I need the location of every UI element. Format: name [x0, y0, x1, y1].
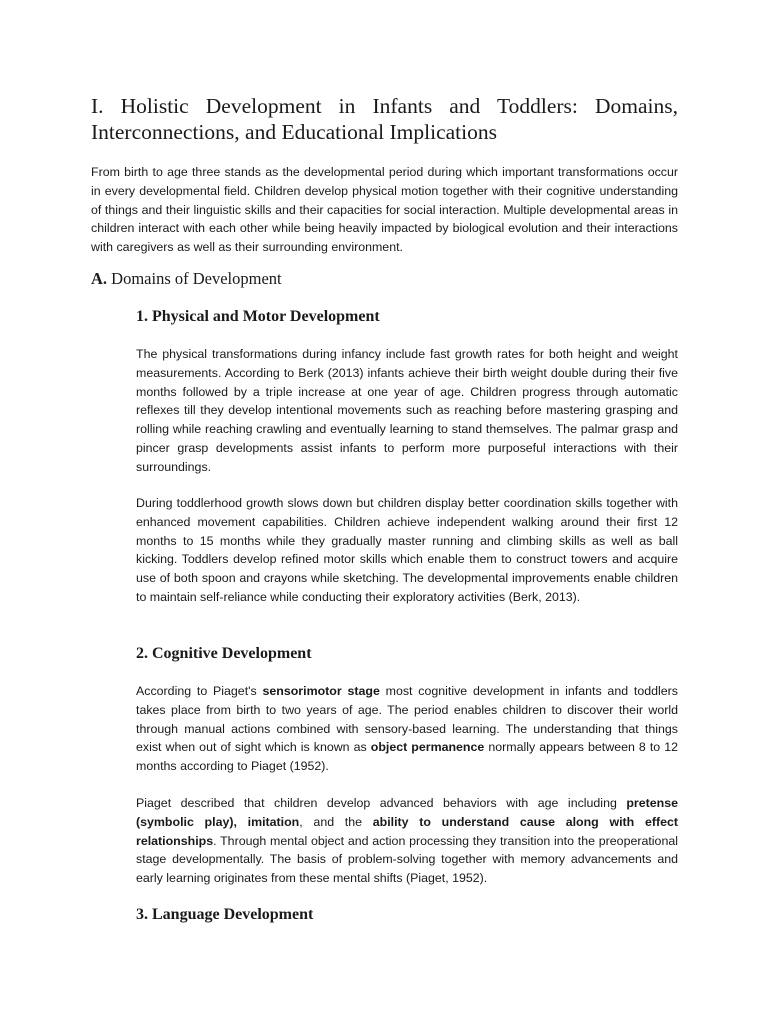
- section-a-heading: [91, 269, 282, 289]
- physical-paragraph-2: During toddlerhood growth slows down but children display better coordination skills together with enhanced movement capabilities. Children achieve independent walking around their first 12 months to 15 months while they gradually master running and climbing skills as well as ball kicking. Toddlers develop refined motor skills which enable them to construct towers and acquire use of both spoon and crayons while sketching. The developmental improvements enable children to maintain self-reliance while conducting their exploratory activities (Berk, 2013).: [136, 496, 678, 604]
- section-a-letter: A.: [91, 269, 108, 288]
- term-cause-effect: ability to understand cause along with effect relationships: [136, 814, 678, 848]
- physical-paragraph-1: The physical transformations during infancy include fast growth rates for both height and weight measurements. According to Berk (2013) infants achieve their birth weight double during their five months followed by a triple increase at one year of age. Children progress through automatic reflexes till they develop intentional movements such as reaching before mastering grasping and rolling while reaching crawling and eventually learning to stand themselves. The palmar grasp and pincer grasp developments assist infants to perform more purposeful interactions with their surroundings.: [136, 347, 678, 474]
- section-a-title: Domains of Development: [111, 269, 282, 288]
- cognitive-paragraph-2: Piaget described that children develop advanced behaviors with age including pretense (symbolic play), imitation, and the ability to understand cause along with effect relationships. Through mental object and action processing they transition into the preoperational stage developmentally. The basis of problem-solving together with memory advancements and early learning originates from these mental shifts (Piaget, 1952).: [136, 796, 678, 886]
- cognitive-heading: 2. Cognitive Development: [136, 645, 312, 662]
- term-sensorimotor-stage: sensorimotor stage: [262, 684, 380, 698]
- intro-paragraph: From birth to age three stands as the developmental period during which important transformations occur in every developmental field. Children develop physical motion together with their cognitive understanding of things and their linguistic skills and their capacities for social interaction. Multiple developmental areas in children interact with each other while being heavily impacted by biological evolution and their interactions with caregivers as well as their surrounding environment.: [91, 165, 678, 255]
- term-object-permanence: object permanence: [370, 740, 485, 755]
- cognitive-paragraph-1: According to Piaget's sensorimotor stage most cognitive development in infants and toddlers takes place from birth to two years of age. The period enables children to discover their world through manual actions combined with sensory-based learning. The understanding that things exist when out of sight which is known as object permanence normally appears between 8 to 12 months according to Piaget (1952).: [136, 684, 679, 774]
- term-pretense-imitation: pretense (symbolic play), imitation: [136, 796, 678, 829]
- physical-motor-heading: 1. Physical and Motor Development: [136, 308, 380, 325]
- language-heading: 3. Language Development: [136, 906, 314, 923]
- document-title: I. Holistic Development in Infants and Toddlers: Domains, Interconnections, and Educational Implications: [91, 94, 678, 144]
